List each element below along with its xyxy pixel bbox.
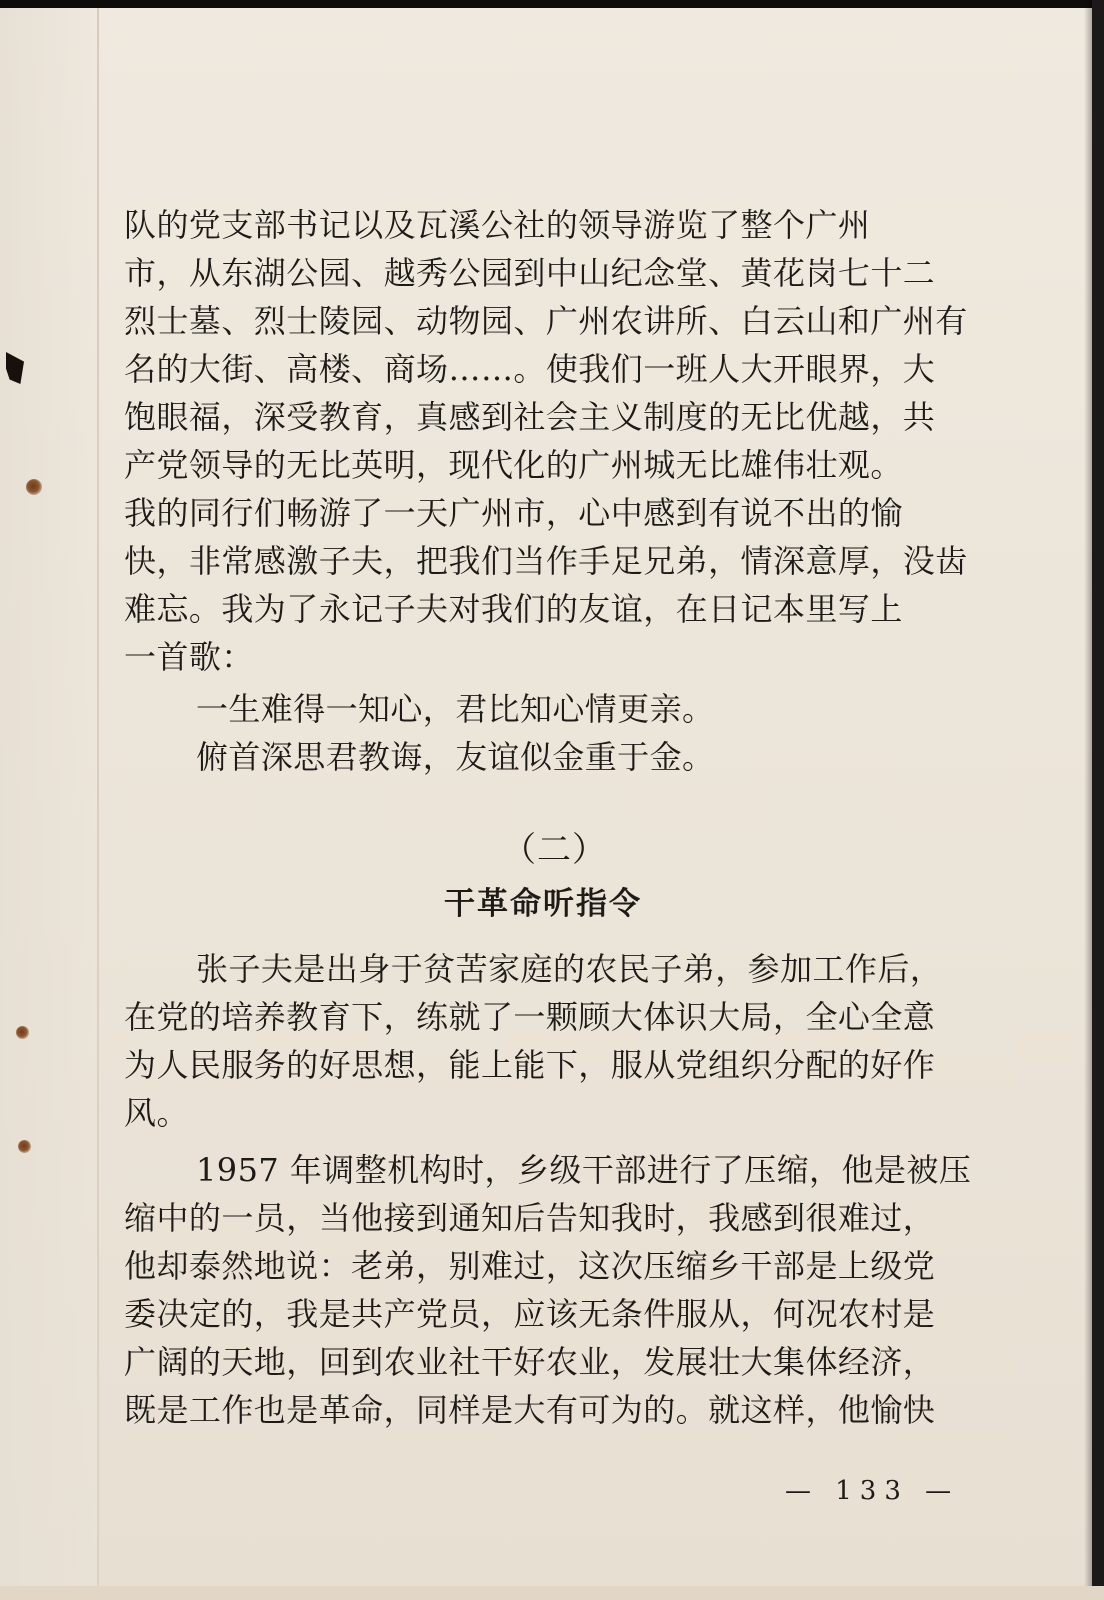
- paragraph-line: 他却泰然地说：老弟，别难过，这次压缩乡干部是上级党: [124, 1247, 936, 1285]
- paragraph-line: 委决定的，我是共产党员，应该无条件服从，何况农村是: [124, 1295, 936, 1333]
- binding-gutter-line: [97, 0, 99, 1600]
- poem-line: 俯首深思君教诲，友谊似金重于金。: [196, 738, 715, 776]
- text-line: 快，非常感激子夫，把我们当作手足兄弟，情深意厚，没齿: [124, 542, 968, 580]
- page-number: — 133 —: [785, 1476, 960, 1506]
- scan-right-edge: [1092, 0, 1104, 1600]
- text-line: 烈士墓、烈士陵园、动物园、广州农讲所、白云山和广州有: [124, 302, 968, 340]
- paragraph-line: 张子夫是出身于贫苦家庭的农民子弟，参加工作后，: [196, 950, 943, 988]
- text-line: 名的大街、高楼、商场……。使我们一班人大开眼界，大: [124, 350, 936, 388]
- paragraph-line: 既是工作也是革命，同样是大有可为的。就这样，他愉快: [124, 1391, 936, 1429]
- paragraph-line: 缩中的一员，当他接到通知后告知我时，我感到很难过，: [124, 1199, 936, 1237]
- section-number: （二）: [502, 830, 607, 870]
- text-line: 市，从东湖公园、越秀公园到中山纪念堂、黄花岗七十二: [124, 254, 936, 292]
- page-left-shadow: [0, 0, 98, 1600]
- scan-top-edge: [0, 0, 1104, 8]
- binding-hole: [18, 1140, 31, 1153]
- scan-bottom-edge: [0, 1586, 1104, 1600]
- binding-hole: [16, 1026, 29, 1039]
- section-title: 干革命听指令: [444, 886, 642, 922]
- text-line: 产党领导的无比英明，现代化的广州城无比雄伟壮观。: [124, 446, 903, 484]
- paragraph-line: 1957 年调整机构时，乡级干部进行了压缩，他是被压: [196, 1151, 972, 1189]
- binding-hole: [26, 479, 42, 495]
- text-line: 我的同行们畅游了一天广州市，心中感到有说不出的愉: [124, 494, 903, 532]
- poem-line: 一生难得一知心，君比知心情更亲。: [196, 690, 715, 728]
- paragraph-line: 广阔的天地，回到农业社干好农业，发展壮大集体经济，: [124, 1343, 936, 1381]
- text-line: 队的党支部书记以及瓦溪公社的领导游览了整个广州: [124, 206, 871, 244]
- paragraph-line: 风。: [124, 1094, 189, 1132]
- text-line: 饱眼福，深受教育，真感到社会主义制度的无比优越，共: [124, 398, 936, 436]
- paragraph-line: 在党的培养教育下，练就了一颗顾大体识大局，全心全意: [124, 998, 936, 1036]
- text-line: 一首歌：: [124, 638, 254, 676]
- text-line: 难忘。我为了永记子夫对我们的友谊，在日记本里写上: [124, 590, 903, 628]
- paragraph-line: 为人民服务的好思想，能上能下，服从党组织分配的好作: [124, 1046, 936, 1084]
